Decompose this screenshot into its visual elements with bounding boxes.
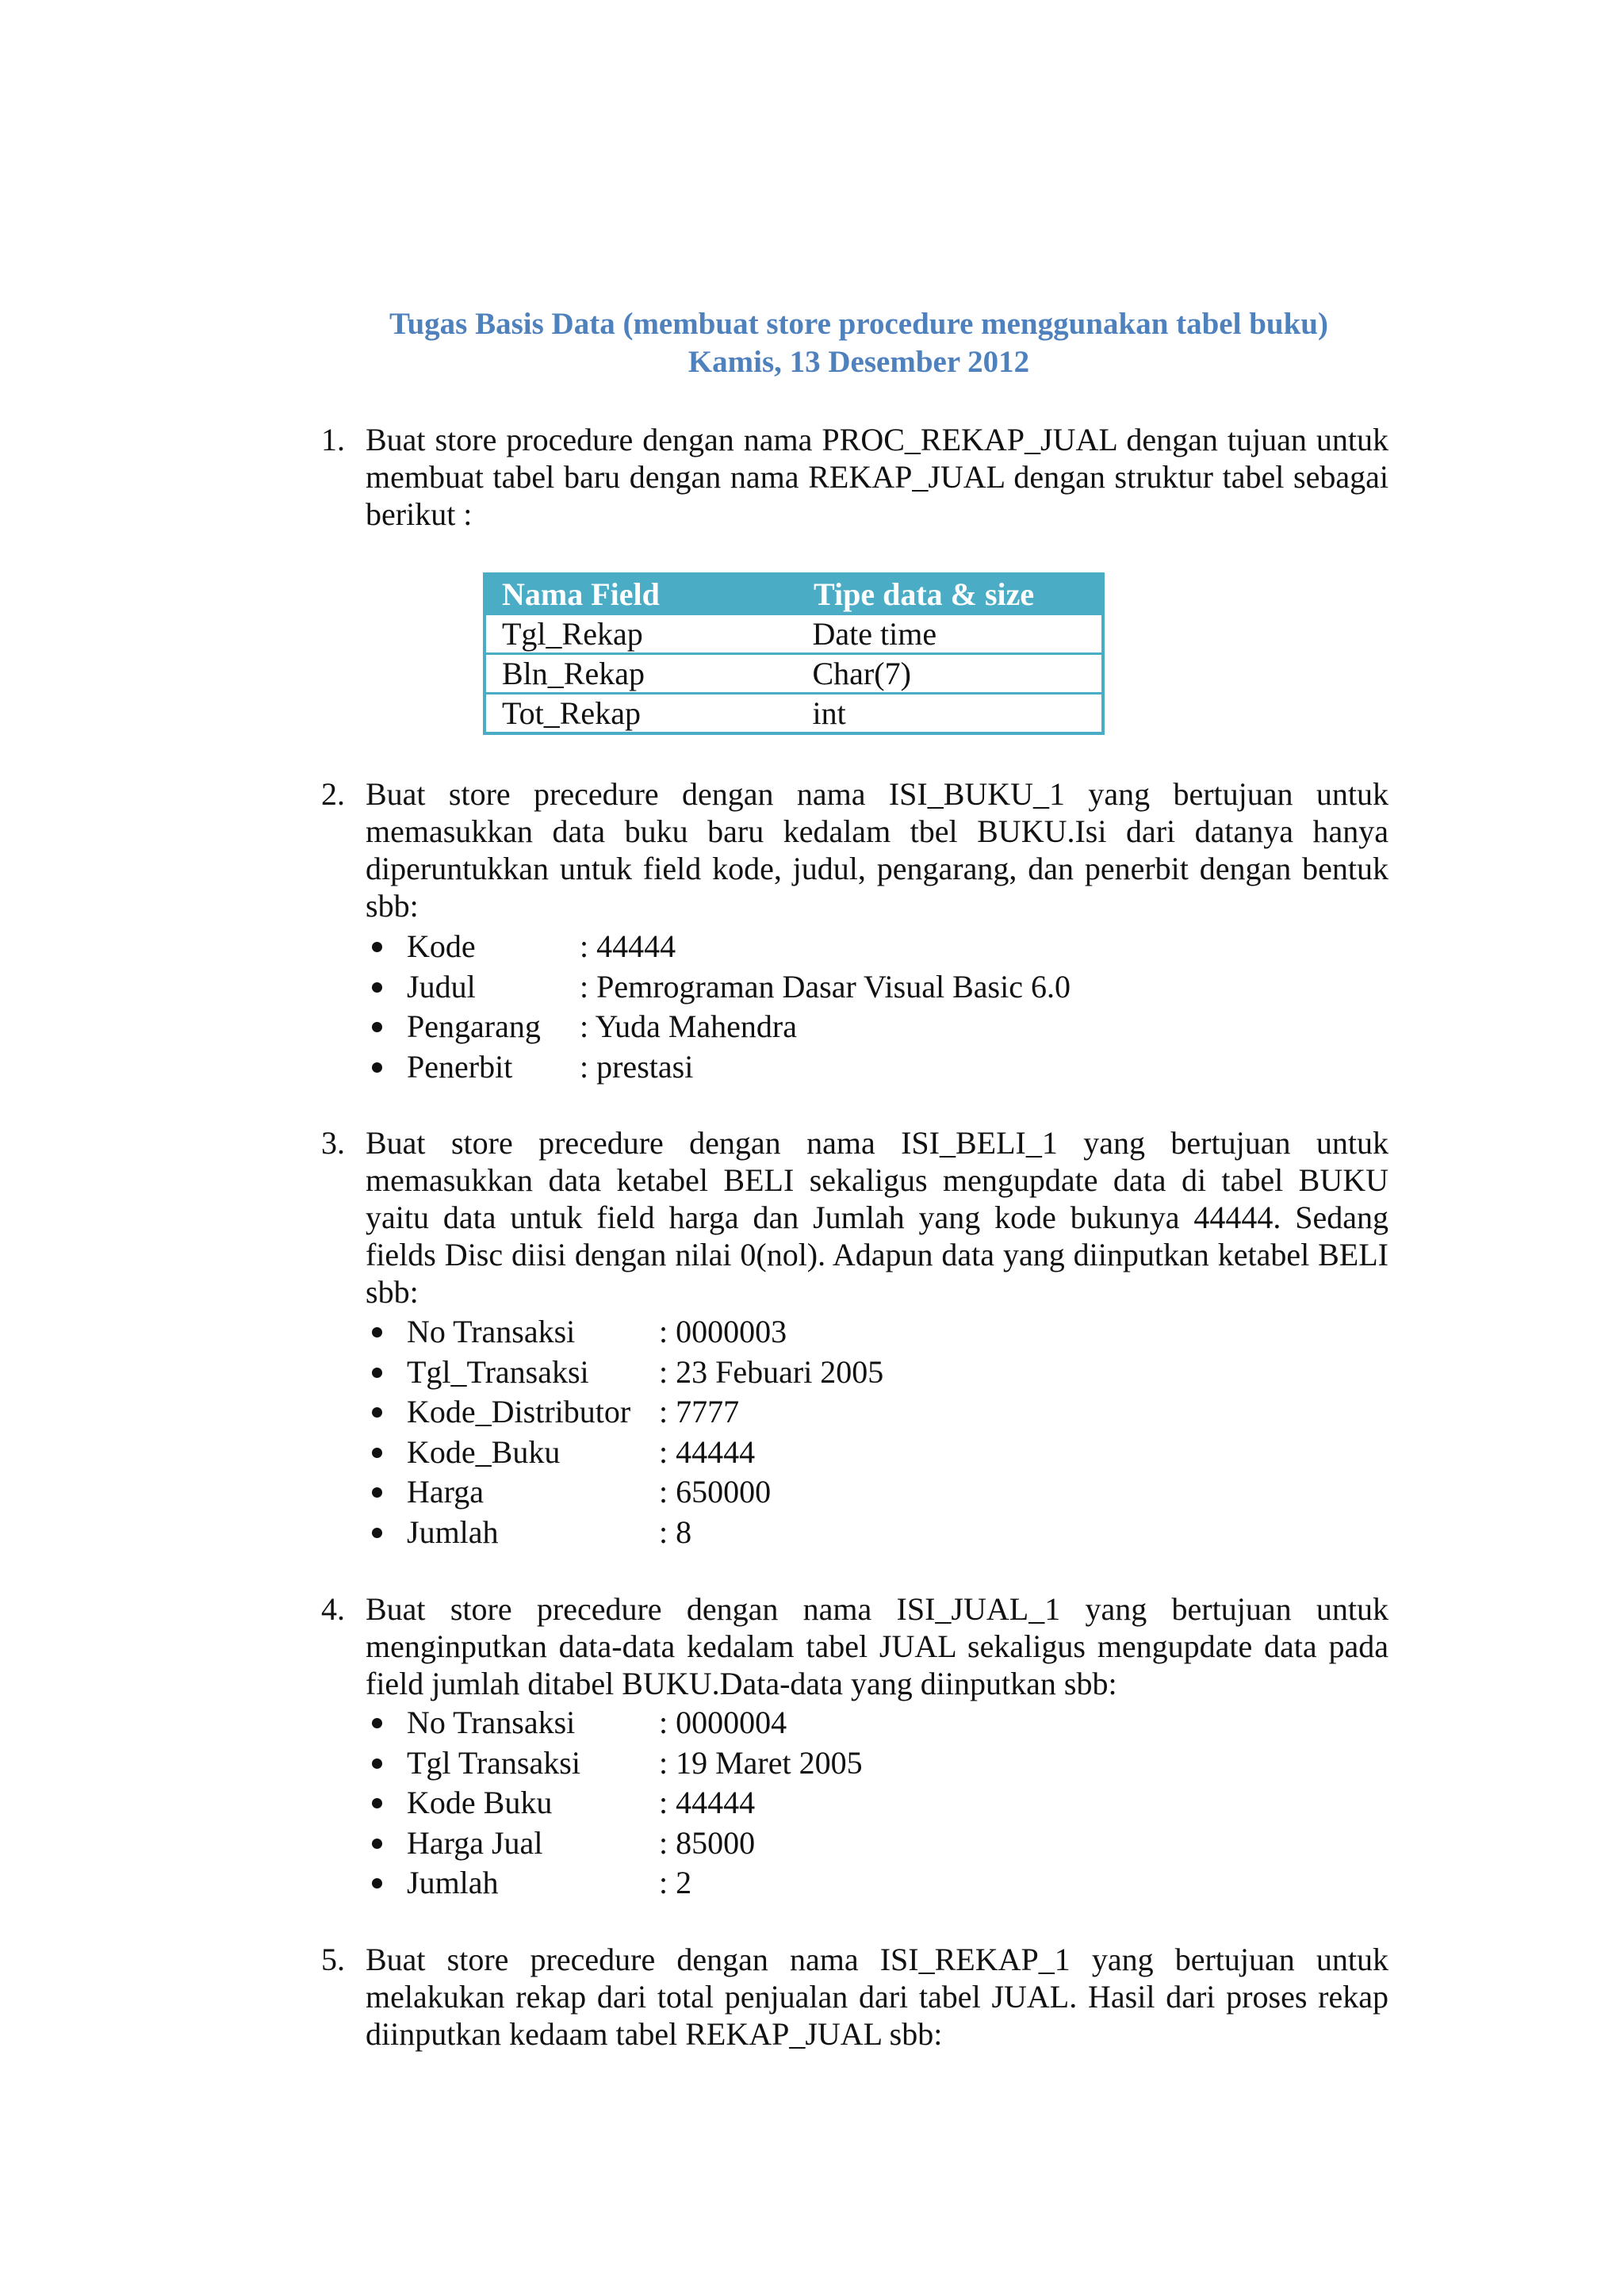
item-value: : 85000 [659, 1824, 756, 1861]
task-text: Buat store precedure dengan nama ISI_BUKU_1 yang bertujuan untuk memasukkan data buku baru kedalam tbel BUKU.Isi dari datanya hanya diperuntukkan untuk field kode, judul, pengarang, dan penerbit dengan bentuk sbb: [366, 776, 1388, 924]
task-text: Buat store precedure dengan nama ISI_REKAP_1 yang bertujuan untuk melakukan rekap dari total penjualan dari tabel JUAL. Hasil dari proses rekap diinputkan kedaam tabel REKAP_JUAL sbb: [366, 1942, 1388, 2052]
task-number: 2. [321, 776, 345, 812]
item-value: : 23 Febuari 2005 [659, 1353, 884, 1390]
item-label: Kode_Distributor [407, 1394, 631, 1429]
item-label: Jumlah [407, 1513, 499, 1550]
bullet-icon [372, 1839, 382, 1849]
rekap-structure-table [483, 572, 1105, 735]
list-item [366, 1007, 1071, 1047]
bullet-icon [372, 1022, 382, 1032]
item-label: Jumlah [407, 1865, 499, 1900]
bullet-icon [372, 1062, 382, 1073]
item-label: Kode [407, 928, 476, 964]
bullet-icon [372, 942, 382, 952]
item-label: Pengarang [407, 1008, 541, 1044]
table-row [485, 614, 1103, 654]
bullet-icon [372, 1758, 382, 1769]
item-value: : Yuda Mahendra [580, 1008, 797, 1044]
list-item [366, 1353, 883, 1393]
bullet-icon [372, 1718, 382, 1728]
item-value: : 0000004 [659, 1705, 787, 1740]
item-value: : 44444 [659, 1433, 756, 1470]
list-item [366, 1433, 883, 1473]
bullet-list [366, 927, 1071, 1087]
task-item-1 [321, 421, 1392, 533]
item-value: : 44444 [659, 1785, 756, 1820]
item-label: Penerbit [407, 1048, 513, 1085]
list-item [366, 1472, 883, 1513]
bullet-icon [372, 1798, 382, 1808]
task-number: 4. [321, 1591, 345, 1627]
item-label: Tgl Transaksi [407, 1744, 580, 1781]
bullet-icon [372, 982, 382, 993]
list-item [366, 1783, 863, 1823]
item-value: : 19 Maret 2005 [659, 1744, 863, 1781]
list-item [366, 1312, 883, 1353]
bullet-list [366, 1312, 883, 1552]
item-label: Judul [407, 968, 476, 1004]
bullet-icon [372, 1448, 382, 1458]
table-cell: Char(7) [797, 654, 1104, 694]
bullet-icon [372, 1528, 382, 1538]
item-value: : Pemrograman Dasar Visual Basic 6.0 [580, 968, 1071, 1004]
item-label: Harga Jual [407, 1824, 543, 1861]
task-number: 1. [321, 422, 345, 457]
task-item-2 [321, 775, 1392, 924]
list-item [366, 1743, 863, 1784]
table-cell: int [797, 694, 1104, 734]
document-title: Tugas Basis Data (membuat store procedure menggunakan tabel buku) [389, 307, 1328, 341]
document-date: Kamis, 13 Desember 2012 [688, 345, 1030, 379]
item-value: : prestasi [580, 1048, 694, 1085]
task-text: Buat store precedure dengan nama ISI_JUAL_1 yang bertujuan untuk menginputkan data-data kedalam tabel JUAL sekaligus mengupdate data pada field jumlah ditabel BUKU.Data-data yang diinputkan sbb: [366, 1591, 1388, 1701]
table-header-cell: Nama Field [485, 574, 797, 614]
task-item-4 [321, 1590, 1392, 1702]
table-header-cell: Tipe data & size [797, 574, 1104, 614]
task-number: 3. [321, 1125, 345, 1161]
document-header [328, 305, 1389, 381]
list-item [366, 927, 1071, 967]
item-value: : 0000003 [659, 1314, 787, 1349]
task-number: 5. [321, 1942, 345, 1977]
list-item [366, 1863, 863, 1904]
bullet-icon [372, 1878, 382, 1888]
item-label: No Transaksi [407, 1314, 576, 1349]
item-label: Kode_Buku [407, 1433, 561, 1470]
bullet-icon [372, 1327, 382, 1337]
table-header-row [485, 574, 1103, 614]
bullet-list [366, 1703, 863, 1904]
table-row [485, 654, 1103, 694]
list-item [366, 1047, 1071, 1088]
item-value: : 8 [659, 1513, 692, 1550]
item-label: Tgl_Transaksi [407, 1353, 589, 1390]
item-value: : 650000 [659, 1474, 772, 1510]
table-cell: Bln_Rekap [485, 654, 797, 694]
list-item [366, 1703, 863, 1743]
task-text: Buat store procedure dengan nama PROC_REKAP_JUAL dengan tujuan untuk membuat tabel baru dengan nama REKAP_JUAL dengan struktur tabel sebagai berikut : [366, 422, 1388, 532]
bullet-icon [372, 1368, 382, 1378]
table-row [485, 694, 1103, 734]
bullet-icon [372, 1407, 382, 1418]
task-item-5 [321, 1941, 1392, 2053]
list-item [366, 967, 1071, 1008]
list-item [366, 1513, 883, 1553]
list-item [366, 1392, 883, 1433]
task-item-3 [321, 1124, 1392, 1311]
task-text: Buat store precedure dengan nama ISI_BELI_1 yang bertujuan untuk memasukkan data ketabel BELI sekaligus mengupdate data di tabel BUKU yaitu data untuk field harga dan Jumlah yang kode bukunya 44444. Sedang fields Disc diisi dengan nilai 0(nol). Adapun data yang diinputkan ketabel BELI sbb: [366, 1125, 1388, 1310]
bullet-icon [372, 1487, 382, 1498]
table-cell: Tgl_Rekap [485, 614, 797, 654]
list-item [366, 1823, 863, 1864]
item-label: No Transaksi [407, 1705, 576, 1740]
table-cell: Date time [797, 614, 1104, 654]
item-label: Kode Buku [407, 1785, 553, 1820]
item-value: : 44444 [580, 928, 676, 964]
table-cell: Tot_Rekap [485, 694, 797, 734]
item-value: : 2 [659, 1865, 692, 1900]
item-label: Harga [407, 1474, 484, 1510]
item-value: : 7777 [659, 1394, 740, 1429]
